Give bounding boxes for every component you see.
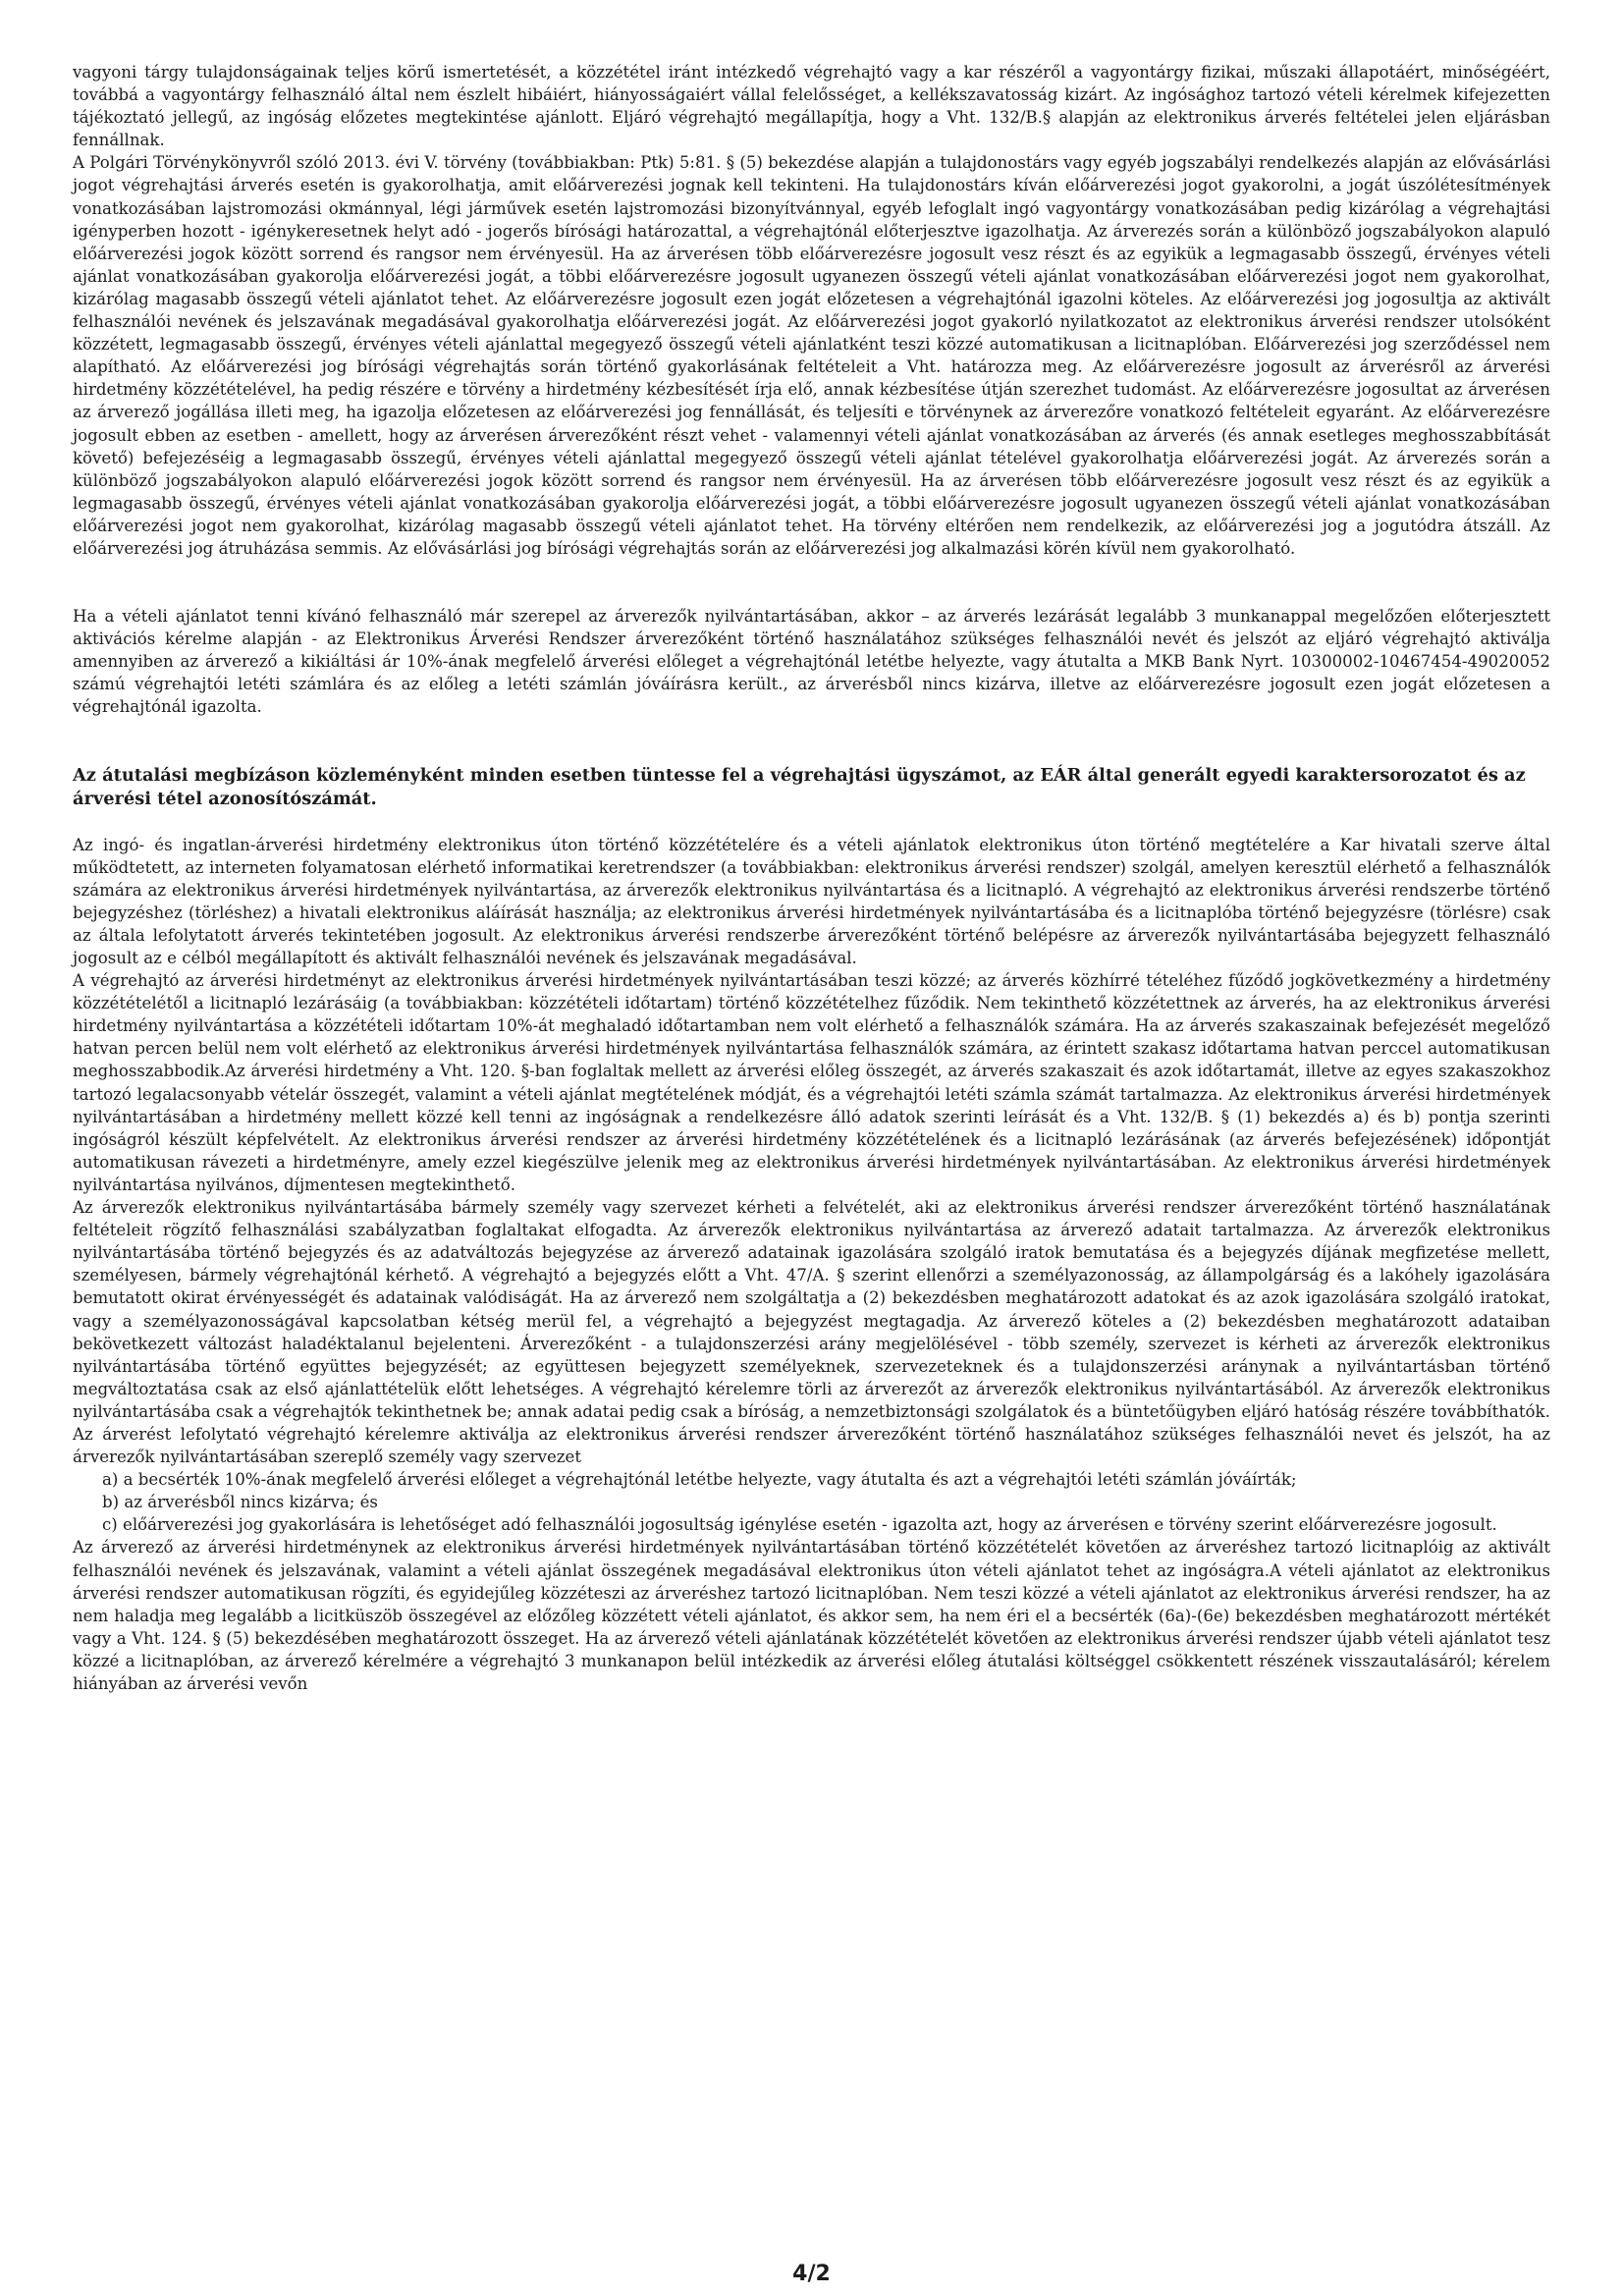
paragraph-auction-announcement: A végrehajtó az árverési hirdetményt az elektronikus árverési hirdetmények nyilvántartásában teszi közzé; az árverés közhírré tételéhez fűződő jogkövetkezmény a hirdetmény közzétételétől a licitnapló lezárásáig (a továbbiakban: közzétételi időtartam) történő közzétételhez fűződik. Nem tekinthető közzétettnek az árverés, ha az elektronikus árverési hirdetmény nyilvántartása a közzétételi időtartam 10%-át meghaladó időtartamban nem volt elérhető a felhasználók számára. Ha az árverés szakaszainak befejezését megelőző hatvan percen belül nem volt elérhető az elektronikus árverési hirdetmények nyilvántartása felhasználók számára, az érintett szakasz időtartama hatvan perccel automatikusan meghosszabbodik.Az árverési hirdetmény a Vht. 120. §-ban foglaltak mellett az árverési előleg összegét, az árverés szakaszait és azok időtartamát, illetve az egyes szakaszokhoz tartozó legalacsonyabb vételár összegét, valamint a vételi ajánlat megtételének módját, és a végrehajtói letéti számla számát tartalmazza. Az elektronikus árverési hirdetmények nyilvántartásában a hirdetmény mellett közzé kell tenni az ingóságnak a rendelkezésre álló adatok szerinti leírását és a Vht. 132/B. § (1) bekezdés a) és b) pontja szerinti ingóságról készült képfelvételt. Az elektronikus árverési rendszer az árverési hirdetmény közzétételének és a licitnapló lezárásának (az árverés befejezésének) időpontját automatikusan rávezeti a hirdetményre, amely ezzel kiegészülve jelenik meg az elektronikus árverési hirdetmények nyilvántartásában. Az elektronikus árverési hirdetmények nyilvántartása nyilvános, díjmentesen megtekinthető.: [73, 971, 1550, 1194]
paragraph-bid-activation: Ha a vételi ajánlatot tenni kívánó felhasználó már szerepel az árverezők nyilvántartásában, akkor – az árverés lezárását legalább 3 munkanappal megelőzően előterjesztett aktivációs kérelme alapján - az Elektronikus Árverési Rendszer árverezőként történő használatához szükséges felhasználói nevét és jelszót az eljáró végrehajtó aktiválja amennyiben az árverező a kikiáltási ár 10%-ának megfelelő árverési előleget a végrehajtónál letétbe helyezte, vagy átutalta a MKB Bank Nyrt. 10300002-10467454-49020052 számú végrehajtói letéti számlára és az előleg a letéti számlán jóváírásra került., az árverésből nincs kizárva, illetve az előárverezésre jogosult ezen jogát előzetesen a végrehajtónál igazolta.: [73, 607, 1550, 717]
list-item-b: b) az árverésből nincs kizárva; és: [102, 1493, 378, 1512]
paragraph-bidding-process: Az árverező az árverési hirdetménynek az elektronikus árverési hirdetmények nyilvántartásában történő közzétételét követően az árveréshez tartozó licitnaplóig az aktivált felhasználói nevének és jelszavának, valamint a vételi ajánlat összegének megadásával elektronikus úton vételi ajánlatot tehet az ingóságra.A vételi ajánlatot az elektronikus árverési rendszer automatikusan rögzíti, és egyidejűleg közzéteszi az árveréshez tartozó licitnaplóban. Nem teszi közzé a vételi ajánlatot az elektronikus árverési rendszer, ha az nem haladja meg legalább a licitküszöb összegével az előzőleg közzétett vételi ajánlatot, és akkor sem, ha nem éri el a becsérték (6a)-(6e) bekezdésben meghatározott mértékét vagy a Vht. 124. § (5) bekezdésében meghatározott összeget. Ha az árverező vételi ajánlatának közzétételét követően az elektronikus árverési rendszer újabb vételi ajánlatot tesz közzé a licitnaplóban, az árverező kérelmére a végrehajtó 3 munkanapon belül intézkedik az árverési előleg átutalási költséggel csökkentett részének visszautalásáról; kérelem hiányában az árverési vevőn: [73, 1538, 1550, 1693]
paragraph-activation-conditions: Az árverést lefolytató végrehajtó kérelemre aktiválja az elektronikus árverési rendszer árverezőként történő használatához szükséges felhasználói nevet és jelszót, ha az árverezők nyilvántartásában szereplő személy vagy szervezet: [73, 1424, 1550, 1467]
list-item-c: c) előárverezési jog gyakorlására is lehetőséget adó felhasználói jogosultság igénylése esetén - igazolta azt, hogy az árverésen e törvény szerint előárverezésre jogosult.: [102, 1515, 1497, 1535]
paragraph-property-description: vagyoni tárgy tulajdonságainak teljes körű ismertetését, a közzététel iránt intézkedő végrehajtó vagy a kar részéről a vagyontárgy fizikai, műszaki állapotáért, minőségéért, továbbá a vagyontárgy felhasználó által nem észlelt hibáiért, hiányosságaiért vállal felelősséget, a kellékszavatosság kizárt. Az ingósághoz tartozó vételi kérelmek kifejezetten tájékoztató jellegű, az ingóság előzetes megtekintése ajánlott. Eljáró végrehajtó megállapítja, hogy a Vht. 132/B.§ alapján az elektronikus árverés feltételei jelen eljárásban fennállnak.: [73, 63, 1550, 150]
transfer-notice: Az átutalási megbízáson közleményként minden esetben tüntesse fel a végrehajtási ügyszámot, az EÁR által generált egyedi karaktersorozatot és az árverési tétel azonosítószámát.: [73, 764, 1526, 809]
paragraph-preemption-rights: A Polgári Törvénykönyvről szóló 2013. évi V. törvény (továbbiakban: Ptk) 5:81. § (5) bekezdése alapján a tulajdonostárs vagy egyéb jogszabályi rendelkezés alapján az elővásárlási jogot végrehajtási árverés esetén is gyakorolhatja, amit előárverezési jognak kell tekinteni. Ha tulajdonostárs kíván előárverezési jogot gyakorolni, a jogát úszólétesítmények vonatkozásában lajstromozási okmánnyal, légi járművek esetén lajstromozási bizonyítvánnyal, egyéb lefoglalt ingó vagyontárgy vonatkozásában pedig kizárólag a végrehajtási igényperben hozott - igénykeresetnek helyt adó - jogerős bírósági határozattal, a végrehajtónál előterjesztve igazolhatja. Az árverezés során a különböző jogszabályokon alapuló előárverezési jogok között sorrend és rangsor nem érvényesül. Ha az árverésen több előárverezésre jogosult vesz részt és az egyikük a legmagasabb összegű, érvényes vételi ajánlat vonatkozásában gyakorolja előárverezési jogát, a többi előárverezésre jogosult ugyanezen összegű vételi ajánlat vonatkozásában előárverezési jogot nem gyakorolhat, kizárólag magasabb összegű vételi ajánlatot tehet. Az előárverezésre jogosult ezen jogát előzetesen a végrehajtónál igazolni köteles. Az előárverezési jog jogosultja az aktivált felhasználói nevének és jelszavának megadásával gyakorolhatja előárverezési jogát. Az előárverezési jogot gyakorló nyilatkozatot az elektronikus árverési rendszer utolsóként közzétett, legmagasabb összegű, érvényes vételi ajánlattal megegyező összegű vételi ajánlatként teszi közzé automatikusan a licitnaplóban. Előárverezési jog szerződéssel nem alapítható. Az előárverezési jog bírósági végrehajtás során történő gyakorlásának feltételeit a Vht. határozza meg. Az előárverezésre jogosult az árverésről az árverési hirdetmény közzétételével, ha pedig részére e törvény a hirdetmény kézbesítését írja elő, annak kézbesítése útján szerezhet tudomást. Az előárverezésre jogosultat az árverésen az árverező jogállása illeti meg, ha igazolja előzetesen az előárverezési jog fennállását, és teljesíti e törvénynek az árverezőre vonatkozó feltételeit egyaránt. Az előárverezésre jogosult ebben az esetben - amellett, hogy az árverésen árverezőként részt vehet - valamennyi vételi ajánlat vonatkozásában az árverés (és annak esetleges meghosszabbítását követő) befejezéséig a legmagasabb összegű, érvényes vételi ajánlattal megegyező összegű vételi ajánlat tételével gyakorolhatja előárverezési jogát. Az árverezés során a különböző jogszabályokon alapuló előárverezési jogok között sorrend és rangsor nem érvényesül. Ha az árverésen több előárverezésre jogosult vesz részt és az egyikük a legmagasabb összegű, érvényes vételi ajánlat vonatkozásában gyakorolja előárverezési jogát, a többi előárverezésre jogosult ugyanezen összegű vételi ajánlat vonatkozásában előárverezési jogot nem gyakorolhat, kizárólag magasabb összegű vételi ajánlatot tehet. Ha törvény eltérően nem rendelkezik, az előárverezési jog a jogutódra átszáll. Az előárverezési jog átruházása semmis. Az elővásárlási jog bírósági végrehajtás során az előárverezési jog alkalmazási körén kívül nem gyakorolható.: [73, 153, 1550, 558]
paragraph-electronic-auction-system: Az ingó- és ingatlan-árverési hirdetmény elektronikus úton történő közzétételére és a vételi ajánlatok elektronikus úton történő megtételére a Kar hivatali szerve által működtetett, az interneten folyamatosan elérhető informatikai keretrendszer (a továbbiakban: elektronikus árverési rendszer) szolgál, amelyen keresztül elérhető a felhasználók számára az elektronikus árverési hirdetmények nyilvántartása, az árverezők elektronikus nyilvántartása és a licitnapló. A végrehajtó az elektronikus árverési rendszerbe történő bejegyzéshez (törléshez) a hivatali elektronikus aláírását használja; az elektronikus árverési hirdetmények nyilvántartásába és a licitnaplóba történő bejegyzésre (törlésre) csak az általa lefolytatott árverés tekintetében jogosult. Az elektronikus árverési rendszerbe árverezőként történő belépésre az árverezők nyilvántartásába bejegyzett felhasználó jogosult az e célból megállapított és aktivált felhasználói nevének és jelszavának megadásával.: [73, 835, 1550, 967]
list-item-a: a) a becsérték 10%-ának megfelelő árverési előleget a végrehajtónál letétbe helyezte, vagy átutalta és azt a végrehajtói letéti számlán jóváírták;: [102, 1470, 1297, 1490]
page-number: 4/2: [792, 2262, 831, 2286]
paragraph-bidder-registry: Az árverezők elektronikus nyilvántartásába bármely személy vagy szervezet kérheti a felvételét, aki az elektronikus árverési rendszer árverezőként történő használatának feltételeit rögzítő felhasználási szabályzatban foglaltakat elfogadta. Az árverezők elektronikus nyilvántartása az árverező adatait tartalmazza. Az árverezők elektronikus nyilvántartásába történő bejegyzés és az adatváltozás bejegyzése az árverező adatainak igazolására szolgáló iratok bemutatása és a bejegyzés díjának megfizetése mellett, személyesen, bármely végrehajtónál kérhető. A végrehajtó a bejegyzés előtt a Vht. 47/A. § szerint ellenőrzi a személyazonosság, az állampolgárság és a lakóhely igazolására bemutatott okirat érvényességét és adatainak valódiságát. Ha az árverező nem szolgáltatja a (2) bekezdésben meghatározott adatokat és az azok igazolására szolgáló iratokat, vagy a személyazonosságával kapcsolatban kétség merül fel, a végrehajtó a bejegyzést megtagadja. Az árverező köteles a (2) bekezdésben meghatározott adataiban bekövetkezett változást haladéktalanul bejelenteni. Árverezőként - a tulajdonszerzési arány megjelölésével - több személy, szervezet is kérheti az árverezők elektronikus nyilvántartásába történő együttes bejegyzését; az együttesen bejegyzett személyeknek, szervezeteknek és a tulajdonszerzési aránynak a nyilvántartásban történő megváltoztatása csak az első ajánlattételük előtt lehetséges. A végrehajtó kérelemre törli az árverezőt az árverezők elektronikus nyilvántartásából. Az árverezők elektronikus nyilvántartásába csak a végrehajtók tekinthetnek be; annak adatai pedig csak a bíróság, a nemzetbiztonsági szolgálatok és a büntetőügyben eljáró hatóság részére továbbíthatók.: [73, 1198, 1550, 1421]
document-body: [73, 61, 1550, 1695]
